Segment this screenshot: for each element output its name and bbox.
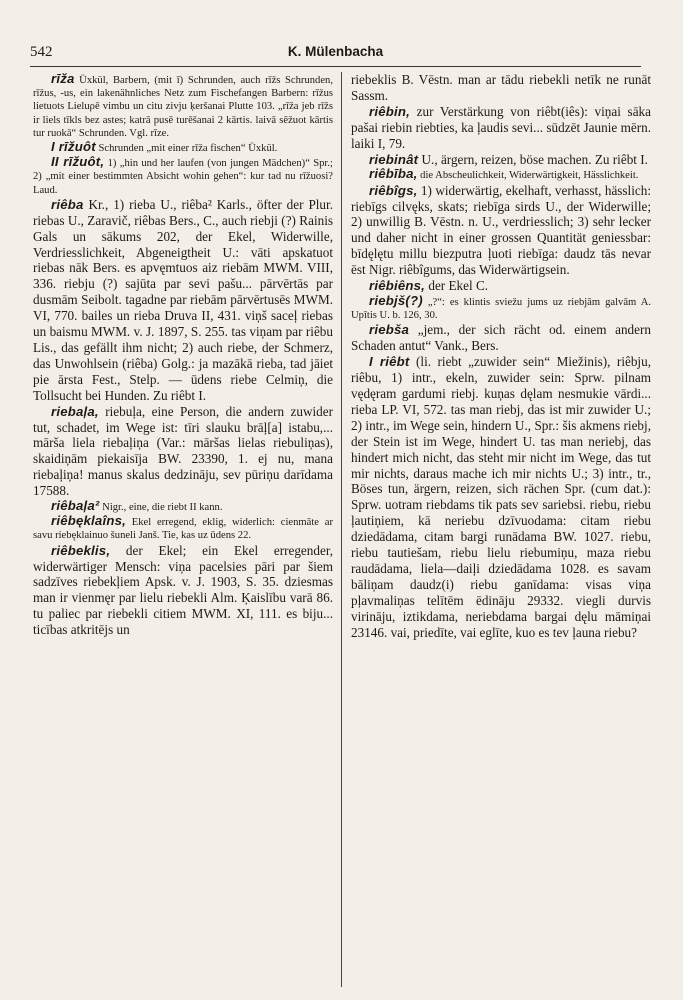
dictionary-entry — [351, 354, 651, 640]
dictionary-entry — [351, 152, 651, 168]
entry-text: (li. riebt „zuwider sein“ Miežinis), riêbju, riêbu, 1) intr., ekeln, zuwider sein: Sprw. pilnam vędęram gardumi riebj. kuņas dęlam nesmukie vārdi... rieba LP. VI, 572. tas man riebj, das ist mir zuwider U.; 2) intr., im Wege sein, hindern U., Spr.: šis akmens riebj, der Stein ist im Wege, hindert U. tas man neriebj, das hindert mich nicht, das steht mir nicht im Wege, das tut mir nichts, daraus mache ich mir nichts U.; 3) intr., tr., Böses tun, ärgern, reizen, sich rächen Spr. (cum dat.): Sprw. uotram riebdams tik pats sev sariebsi. riebu, riebu ļautiņiem, kā neriebu dzīvuodama: citam riebu dziedādama, citam bargi runādama BW. 1027. riebu, riebu tautiešam, riebu lielu riebumiņu, maza riebu raudādama, liela—daiļi dziedādama 1028. es savam bāliņam daudz(i) riebu ganīdama: visas viņa pļavmaliņas telītēm ēdināju 29332. viegli durvis virināju, iztikdama, neriebdama bargai dęlu māmiņai 23146. vai, priedīte, vai eglīte, kuo es tev ļauna riebu? — [351, 354, 651, 640]
dictionary-entry — [33, 72, 333, 140]
entry-text: 1) „hin und her laufen (von jungen Mädchen)“ Spr.; 2) „mit einer bestimmten Absicht wohin gehen“: kur tad nu rīžuosi? Laud. — [33, 158, 333, 196]
dictionary-entry — [33, 155, 333, 197]
dictionary-entry — [33, 499, 333, 514]
page-number: 542 — [30, 44, 53, 60]
entry-headword: riêbība, — [369, 166, 418, 182]
dictionary-entry — [33, 404, 333, 499]
dictionary-entry — [33, 514, 333, 542]
dictionary-entry — [33, 140, 333, 155]
entry-text: Nigr., eine, die riebt II kann. — [99, 502, 223, 514]
entry-headword: rīža — [51, 71, 75, 86]
dictionary-entry — [351, 72, 651, 104]
entry-text: die Abscheulichkeit, Widerwärtigkeit, Hässlichkeit. — [417, 170, 639, 182]
dictionary-entry — [33, 543, 333, 638]
dictionary-entry — [351, 167, 651, 182]
running-head-author: K. Mülenbacha — [287, 44, 384, 59]
entry-text: Üxkül, Barbern, (mit ī) Schrunden, auch rīžs Schrunden, rīžus, -us, ein lakenähnliches Netz zum Fischefangen Barbern: rīžus lietuots Lieluρē vimbu un citu zivju ķeršanai Plutte 103. „rīža jeb rīžs ir liels tīkls bez astes; katrā pusē turēšanai 2 kārtis. laivā sēžuot kārtis tur ruokā“ Schrunden. Vgl. rīze. — [33, 75, 333, 139]
entry-text: Schrunden „mit einer rīža fischen“ Üxkül. — [95, 143, 278, 155]
entry-headword: riebaļa, — [51, 403, 99, 419]
dictionary-entry — [351, 294, 651, 322]
entry-headword: riêbin, — [369, 103, 410, 119]
entry-text: Kr., 1) rieba U., riêba² Karls., öfter der Plur. riebas U., Zaravič, riêbas Bers., C., auch riebji (?) Rainis Gals un sākums 202, der Ekel, Widerwille, Verdriesslichkeit, Abgeneigtheit U.: vāti apskatuot riebas nāk Bers. es apvęmtuos aiz riebām MWM. VIII, 336. riebju (?) sajūta par sevi pašu... pārvērtās par dusmām Seibolt. tagadne par riebām pārvērtusēs MWM. VI, 770. bailes un rieba Druva II, 431. viņš saceļ riebas un baismu MWM. v. J. 1897, S. 255. tas viņam par riêbu Lis., das gefällt ihm nicht; 2) auch riebe, der Schmerz, das Unwohlsein (riêba) Golg.: ja mazākā rieba, tad jāiet pie ārsta Fest., Stelp. — ūdens riebe Celmiņ, die Tollsucht bei Hunden. Zu riêbt I. — [33, 196, 333, 403]
right-column — [351, 72, 651, 641]
entry-text: riebeklis B. Vēstn. man ar tādu riebekli netīk ne runāt Sassm. — [351, 72, 651, 103]
entry-headword: riêbaļa² — [51, 498, 100, 514]
entry-headword: I rīžuôt — [51, 139, 96, 155]
entry-text: U., ärgern, reizen, böse machen. Zu riêbt I. — [418, 151, 648, 167]
entry-text: „?“: es klintis sviežu jums uz riebjām galvām A. Upītis U. b. 126, 30. — [351, 296, 651, 322]
page-header — [30, 44, 641, 67]
dictionary-entry — [351, 322, 651, 354]
entry-headword: riêbîgs, — [369, 182, 418, 198]
dictionary-entry — [351, 104, 651, 152]
entry-text: „jem., der sich rächt od. einem andern Schaden antut“ Vank., Bers. — [351, 322, 651, 354]
entry-headword: II rīžuôt, — [51, 154, 105, 170]
dictionary-entry — [33, 197, 333, 404]
entry-text: 1) widerwärtig, ekelhaft, verhasst, hässlich: riebīgs cilvęks, skats; riebīga sirds U., der Widerwille; 2) unwillig B. Vēstn. n. U., verdriesslich; 3) sehr lecker und daher nicht in einer grossen Quantität geniessbar: bīdęlętu millu biezputra ļuoti riebīga: daudz tās nevar ēst Nigr. riêbîgums, das Widerwärtigsein. — [351, 182, 651, 278]
entry-text: riebuļa, eine Person, die andern zuwider tut, schadet, im Wege ist: tīri slauku brāļ[a] istabu,... māršа liela riebaļiņa (Var.: māršas lielas riebuliņas), skaidiņām piekaisīja BW. 23390, 1. ej nu, mana riebaļiņa! manus skalus dedzināju, sev pūriņu darīdama 17588. — [33, 403, 333, 499]
entry-headword: riebša — [369, 322, 410, 338]
entry-text: Ekel erregend, eklig, widerlich: cienmāte ar savu riebęklainuo šuneli Janš. Tie, kas uz ūdens 22. — [33, 517, 333, 542]
left-column — [33, 72, 333, 638]
entry-headword: riêbeklis, — [51, 542, 111, 558]
entry-text: der Ekel C. — [425, 278, 489, 294]
entry-headword: riebjš(?) — [369, 292, 423, 308]
entry-headword: I riêbt — [369, 354, 410, 370]
entry-headword: riêbiêns, — [369, 278, 426, 294]
entry-headword: riêba — [51, 196, 84, 212]
entry-text: der Ekel; ein Ekel erregender, widerwärtiger Mensch: viņa pacelsies pāri par šiem sadzīves riebekļiem Apsk. v. J. 1903, S. 35. dziesmas man ir vienmęr par lielu riebekli Alm. Ķaislību varā 86. tu paliec par riebekli citiem MWM. XI, 111. es biju... ticības atkritējs un — [33, 542, 333, 638]
dictionary-entry — [351, 278, 651, 294]
column-divider — [341, 72, 342, 987]
entry-headword: riebinât — [369, 151, 419, 167]
dictionary-entry — [351, 183, 651, 278]
entry-headword: riêbęklaîns, — [51, 513, 126, 529]
entry-text: zur Verstärkung von riêbt(iês): viņai sāka pašai riebin riebties, ka ļaudis sevi... sūdzēt Jaunie mērn. laiki I, 79. — [351, 103, 651, 151]
